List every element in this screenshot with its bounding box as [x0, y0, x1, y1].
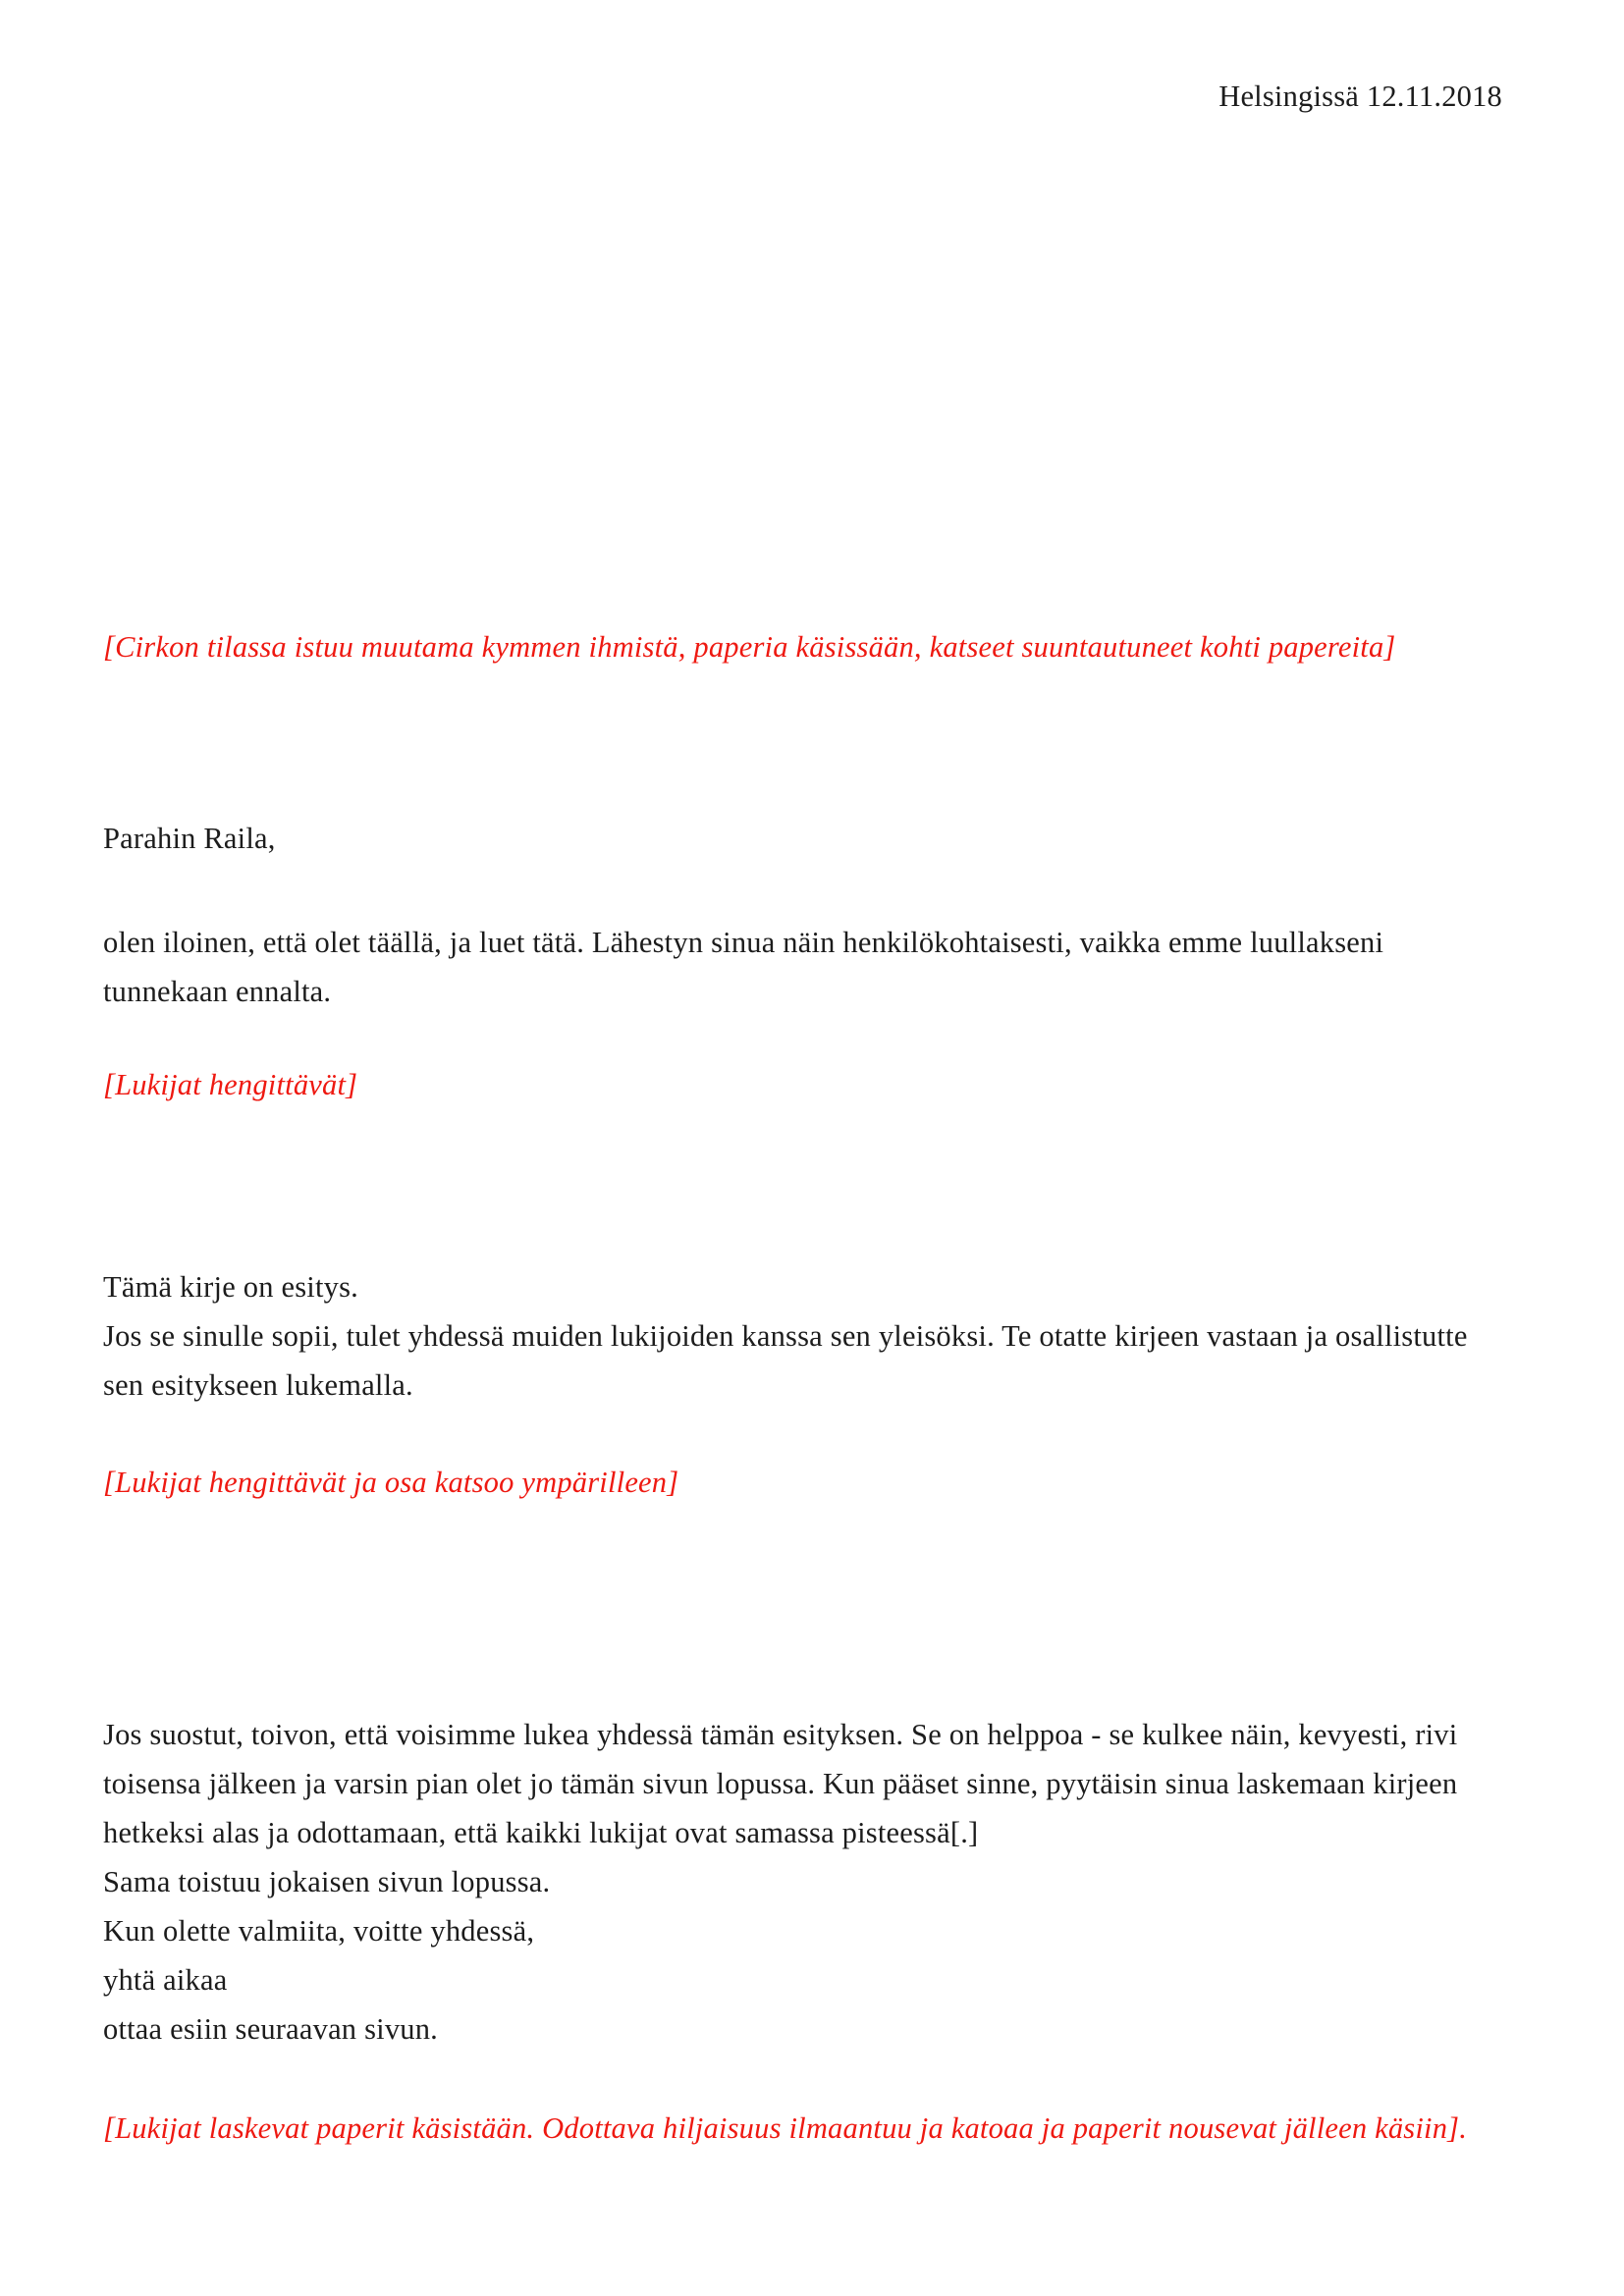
paragraph-line: Tämä kirje on esitys.	[103, 1270, 358, 1304]
paragraph-instructions	[103, 1710, 1502, 2054]
paragraph-letter-is-performance	[103, 1262, 1502, 1410]
paragraph-line: yhtä aikaa	[103, 1963, 228, 1997]
stage-direction-breathing-looking: [Lukijat hengittävät ja osa katsoo ympärilleen]	[103, 1466, 679, 1499]
paragraph-line: ottaa esiin seuraavan sivun.	[103, 2012, 438, 2046]
paragraph-line: Jos se sinulle sopii, tulet yhdessä muiden lukijoiden kanssa sen yleisöksi. Te otatte kirjeen vastaan ja osallistutte sen esitykseen lukemalla.	[103, 1319, 1468, 1402]
paragraph-line: Kun olette valmiita, voitte yhdessä,	[103, 1914, 535, 1948]
stage-direction-opening: [Cirkon tilassa istuu muutama kymmen ihmistä, paperia käsissään, katseet suuntautuneet kohti papereita]	[103, 630, 1396, 664]
date-line: Helsingissä 12.11.2018	[1218, 80, 1502, 113]
stage-direction-breathing: [Lukijat hengittävät]	[103, 1068, 358, 1101]
paragraph-line: Sama toistuu jokaisen sivun lopussa.	[103, 1865, 551, 1898]
paragraph-line: Jos suostut, toivon, että voisimme lukea yhdessä tämän esityksen. Se on helppoa - se kulkee näin, kevyesti, rivi toisensa jälkeen ja varsin pian olet jo tämän sivun lopussa. Kun pääset sinne, pyytäisin sinua laskemaan kirjeen hetkeksi alas ja odottamaan, että kaikki lukijat ovat samassa pisteessä[.]	[103, 1718, 1458, 1849]
salutation: Parahin Raila,	[103, 822, 276, 855]
paragraph-intro: olen iloinen, että olet täällä, ja luet tätä. Lähestyn sinua näin henkilökohtaisesti, vaikka emme luullakseni tunnekaan ennalta.	[103, 926, 1384, 1008]
stage-direction-closing: [Lukijat laskevat paperit käsistään. Odottava hiljaisuus ilmaantuu ja katoaa ja paperit nousevat jälleen käsiin].	[103, 2111, 1468, 2145]
